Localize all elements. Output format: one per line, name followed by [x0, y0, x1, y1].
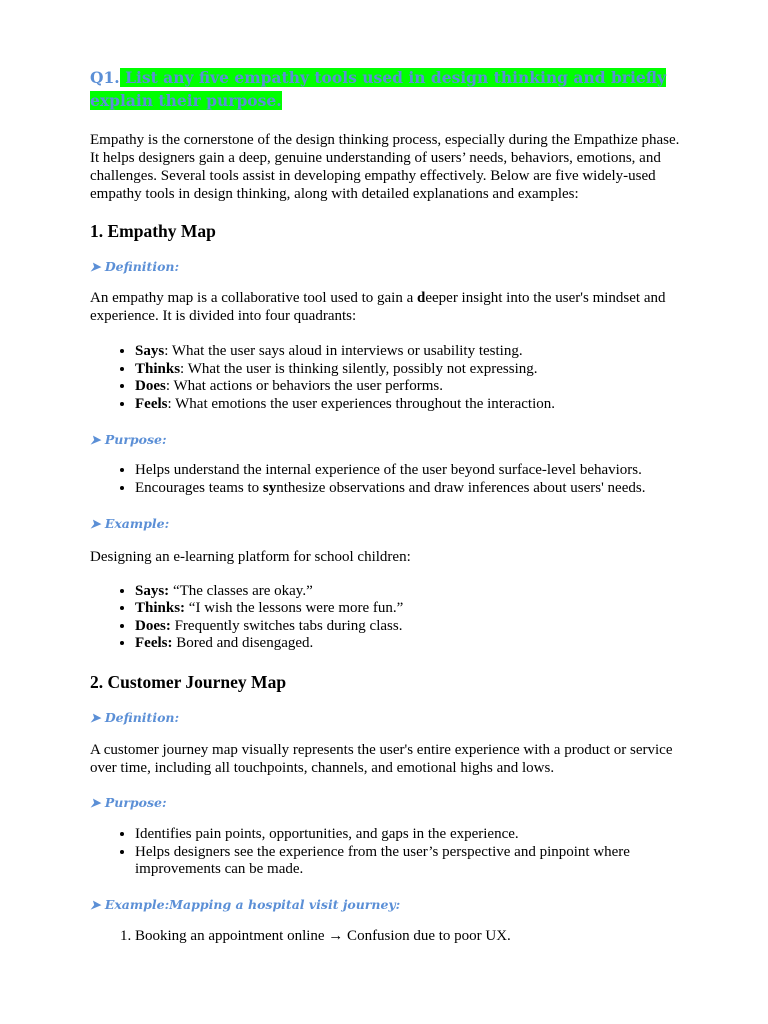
- term-desc: Frequently switches tabs during class.: [170, 617, 403, 634]
- question-number: Q1.: [90, 68, 120, 87]
- example-list: [90, 583, 690, 653]
- purpose-list: [90, 826, 690, 879]
- journey-steps-list: [90, 928, 690, 946]
- list-item: [135, 396, 690, 414]
- journey-map-definition: A customer journey map visually represents the user's entire experience with a product or service over time, including all touchpoints, channels, and emotional highs and lows.: [90, 741, 673, 776]
- quadrant-list: [90, 343, 690, 413]
- term-desc: : What actions or behaviors the user performs.: [165, 378, 443, 395]
- purpose-list: [90, 462, 690, 497]
- term-desc: “I wish the lessons were more fun.”: [185, 600, 404, 617]
- term-desc: : What the user says aloud in interviews or usability testing.: [164, 343, 523, 359]
- definition-text-rest: eeper insight into the user's mindset and experience. It is divided into four quadrants:: [90, 290, 666, 324]
- list-item: [135, 343, 690, 361]
- term: Feels: [135, 395, 168, 412]
- term-desc: “The classes are okay.”: [169, 582, 313, 599]
- term: Says:: [135, 582, 170, 599]
- list-item: [135, 480, 690, 498]
- purpose-label: ➤ Purpose:: [90, 432, 167, 448]
- list-item: [135, 378, 690, 396]
- list-item: • Identifies pain points, opportunities, and gaps in the experience.: [135, 826, 690, 844]
- empathy-map-definition: [90, 289, 690, 325]
- list-item: [135, 583, 690, 601]
- list-item: [135, 635, 690, 653]
- term-desc: : What the user is thinking silently, possibly not expressing.: [180, 360, 538, 377]
- example-label: ➤ Example:: [90, 515, 170, 531]
- purpose-bold: sy: [262, 479, 277, 496]
- section-heading-customer-journey-map: 2. Customer Journey Map: [90, 671, 287, 692]
- section-heading-empathy-map: 1. Empathy Map: [90, 221, 216, 241]
- intro-paragraph: Empathy is the cornerstone of the design thinking process, especially during the Empathize phase. It helps designers gain a deep, genuine understanding of users’ needs, behaviors, emotions, and challenges. Several tools assist in developing empathy effectively. Below are five widely-used empathy tools in design thinking, along with detailed explanations and examples:: [90, 132, 680, 202]
- list-item: 1. Booking an appointment online → Confusion due to poor UX.: [135, 928, 690, 946]
- definition-text: An empathy map is a collaborative tool used to gain a: [90, 290, 417, 306]
- list-item: [135, 618, 690, 636]
- term-desc: Bored and disengaged.: [172, 635, 314, 652]
- definition-label: ➤ Definition:: [90, 709, 180, 725]
- example-label: ➤ Example:Mapping a hospital visit journey:: [90, 896, 401, 912]
- purpose-label: ➤ Purpose:: [90, 794, 167, 810]
- question-heading: [90, 66, 690, 112]
- definition-label: ➤ Definition:: [90, 259, 180, 274]
- term: Says: [135, 343, 165, 359]
- document-page: [90, 66, 690, 945]
- purpose-text-rest: nthesize observations and draw inferences about users' needs.: [276, 479, 646, 496]
- list-item: [135, 361, 690, 379]
- term: Feels:: [135, 635, 173, 652]
- list-item: • Helps designers see the experience from the user’s perspective and pinpoint where improvements can be made.: [135, 844, 690, 879]
- definition-bold: d: [417, 290, 426, 306]
- example-intro: Designing an e-learning platform for school children:: [90, 548, 411, 565]
- list-item: • Helps understand the internal experience of the user beyond surface-level behaviors.: [135, 462, 690, 480]
- term: Thinks: [135, 360, 181, 377]
- question-text: List any five empathy tools used in design thinking and briefly explain their purpose.: [90, 68, 666, 110]
- purpose-text: Encourages teams to: [135, 479, 263, 496]
- list-item: [135, 600, 690, 618]
- term-desc: : What emotions the user experiences throughout the interaction.: [167, 395, 556, 412]
- term: Does: [135, 378, 166, 395]
- term: Thinks:: [135, 600, 186, 617]
- term: Does:: [135, 617, 171, 634]
